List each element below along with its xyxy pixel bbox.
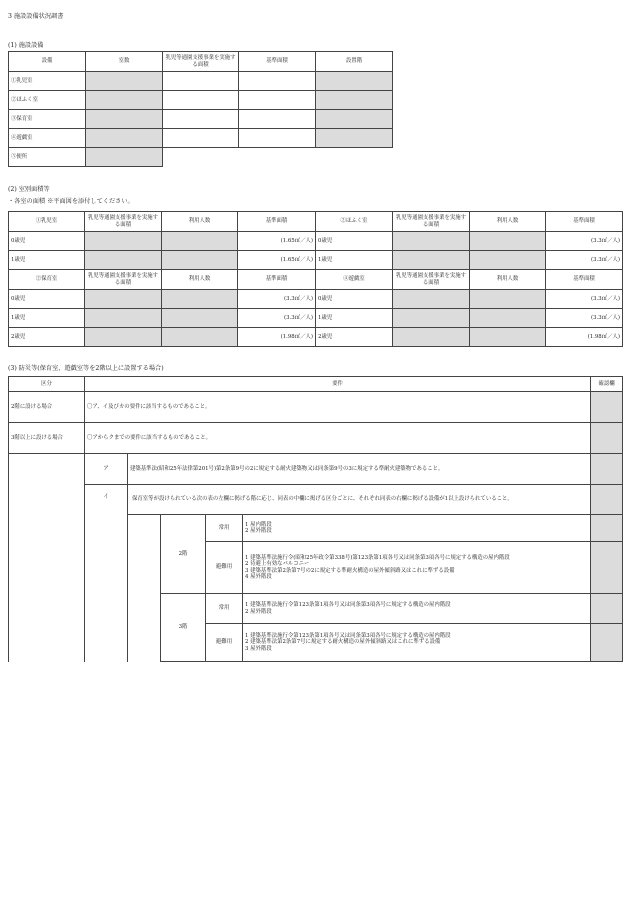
program-area-cell[interactable] [393, 290, 470, 309]
f2-evac-list [243, 542, 591, 594]
standard-area-value: (3.3㎡／人) [546, 232, 623, 251]
age-label: 2歳児 [9, 328, 85, 347]
standard-area-value: (3.3㎡／人) [238, 290, 316, 309]
floor-cell[interactable] [316, 72, 393, 91]
list-item: 2 建築基準法第2条第7号に規定する耐火構造の屋外傾斜路又はこれに準ずる設備 [245, 639, 441, 646]
item-text-i: 保育室等が設けられている次の表の左欄に掲げる階に応じ、同表の中欄に掲げる区分ごとに、それぞれ同表の右欄に掲げる設備が1以上設けられていること。 [128, 485, 591, 515]
room-block-label: ②保育室 [9, 270, 85, 290]
program-area-cell[interactable] [85, 328, 162, 347]
header-requirement: 要件 [85, 377, 591, 392]
floor-cell[interactable] [316, 91, 393, 110]
facility-row-label: ②ほふく室 [9, 91, 86, 110]
requirement-3f: 〇アからクまでの要件に該当するものであること。 [85, 423, 591, 454]
list-item: 1 建築基準法施行令第123条第1項各号又は同条第3項各号に規定する構造の屋内階段 [245, 602, 451, 609]
floor-cell[interactable] [316, 129, 393, 148]
header-program-area: 乳児等通園支援事業を実施する面積 [393, 270, 470, 290]
room-count-cell[interactable] [86, 110, 163, 129]
list-item: 1 建築基準法施行令(昭和25年政令第338号)第123条第1項各号又は同条第3項各号に規定する構造の屋内階段 [245, 554, 510, 561]
users-cell[interactable] [470, 309, 546, 328]
header-standard-area: 基準面積 [239, 52, 316, 72]
age-label: 0歳児 [316, 232, 393, 251]
check-cell[interactable] [591, 454, 623, 485]
age-label: 2歳児 [316, 328, 393, 347]
facility-row-label: ④遊戯室 [9, 129, 86, 148]
header-program-area: 乳児等通園支援事業を実施する面積 [85, 212, 162, 232]
standard-area-value: (3.3㎡／人) [546, 290, 623, 309]
standard-area-value: (1.65㎡／人) [238, 232, 316, 251]
program-area-cell[interactable] [85, 309, 162, 328]
age-label: 0歳児 [9, 232, 85, 251]
standard-area-cell[interactable] [239, 110, 316, 129]
check-cell[interactable] [591, 542, 623, 594]
category-3f: 3階以上に設ける場合 [9, 423, 85, 454]
list-item: 2 待避上有効なバルコニー [245, 561, 310, 568]
program-area-cell[interactable] [85, 290, 162, 309]
list-item: 2 屋外階段 [245, 528, 272, 534]
header-users: 利用人数 [470, 270, 546, 290]
header-program-area: 乳児等通園支援事業を実施する面積 [85, 270, 162, 290]
program-area-cell[interactable] [393, 328, 470, 347]
age-label: 1歳児 [9, 251, 85, 270]
usage-normal: 常用 [206, 594, 243, 624]
category-2f: 2階に設ける場合 [9, 392, 85, 423]
age-label: 0歳児 [9, 290, 85, 309]
users-cell[interactable] [162, 328, 238, 347]
users-cell[interactable] [470, 251, 546, 270]
users-cell[interactable] [162, 309, 238, 328]
document-title: 3 施設設備状況調書 [8, 13, 64, 20]
room-count-cell[interactable] [86, 129, 163, 148]
standard-area-value: (1.65㎡／人) [238, 251, 316, 270]
section-1-heading: (1) 施設設備 [8, 42, 44, 49]
header-program-area: 乳児等通園支援事業を実施する面積 [163, 52, 239, 72]
header-category: 区分 [9, 377, 85, 392]
item-text-a: 建築基準法(昭和25年法律第201号)第2条第9号の2に規定する耐火建築物又は同条第9号の3に規定する準耐火建築物であること。 [128, 454, 591, 485]
standard-area-value: (3.3㎡／人) [546, 251, 623, 270]
check-cell[interactable] [591, 423, 623, 454]
room-area-table [8, 211, 623, 347]
program-area-cell[interactable] [393, 251, 470, 270]
age-label: 0歳児 [316, 290, 393, 309]
header-check: 確認欄 [591, 377, 623, 392]
header-users: 利用人数 [162, 270, 238, 290]
floor-3f: 3階 [161, 594, 206, 662]
users-cell[interactable] [470, 328, 546, 347]
usage-evac: 避難用 [206, 542, 243, 594]
users-cell[interactable] [162, 232, 238, 251]
check-cell[interactable] [591, 392, 623, 423]
list-item: 3 建築基準法第2条第7号の2に規定する準耐火構造の屋外傾斜路又はこれに準ずる設備 [245, 567, 455, 574]
users-cell[interactable] [162, 251, 238, 270]
standard-area-value: (1.98㎡／人) [546, 328, 623, 347]
standard-area-cell[interactable] [239, 91, 316, 110]
program-area-cell[interactable] [85, 251, 162, 270]
section-2-heading: (2) 室別面積等 [8, 186, 50, 193]
list-item: 4 屋外階段 [245, 573, 272, 580]
room-block-label: ①乳児室 [9, 212, 85, 232]
floor-cell[interactable] [316, 110, 393, 129]
f3-evac-list [243, 624, 591, 662]
program-area-cell[interactable] [85, 232, 162, 251]
requirement-2f: 〇ア、イ及びカの要件に該当するものであること。 [85, 392, 591, 423]
age-label: 1歳児 [316, 309, 393, 328]
room-block-label: ④遊戯室 [316, 270, 393, 290]
list-item: 1 屋内階段 [245, 521, 272, 528]
header-standard-area: 基準面積 [546, 270, 623, 290]
room-count-cell[interactable] [86, 91, 163, 110]
standard-area-cell[interactable] [239, 129, 316, 148]
age-label: 1歳児 [316, 251, 393, 270]
header-standard-area: 基準面積 [238, 270, 316, 290]
disaster-prevention-table [8, 376, 623, 662]
program-area-cell[interactable] [393, 232, 470, 251]
item-label-i: イ [85, 485, 128, 662]
program-area-cell[interactable] [163, 72, 239, 91]
facility-row-label: ⑤便所 [9, 148, 86, 167]
header-equipment: 設備 [9, 52, 86, 72]
standard-area-value: (1.98㎡／人) [238, 328, 316, 347]
f3-normal-list [243, 594, 591, 624]
room-count-cell[interactable] [86, 72, 163, 91]
section-3-heading: (3) 防災等(保育室、遊戯室等を2階以上に設置する場合) [8, 365, 164, 372]
floor-2f: 2階 [161, 515, 206, 594]
room-block-label: ②ほふく室 [316, 212, 393, 232]
standard-area-value: (3.3㎡／人) [546, 309, 623, 328]
header-standard-area: 基準面積 [238, 212, 316, 232]
users-cell[interactable] [470, 290, 546, 309]
check-cell[interactable] [591, 594, 623, 624]
usage-evac: 避難用 [206, 624, 243, 662]
usage-normal: 常用 [206, 515, 243, 542]
facility-table [8, 51, 393, 167]
standard-area-value: (3.3㎡／人) [238, 309, 316, 328]
header-floor: 設置階 [316, 52, 393, 72]
program-area-cell[interactable] [163, 129, 239, 148]
header-users: 利用人数 [470, 212, 546, 232]
standard-area-cell[interactable] [239, 72, 316, 91]
list-item: 2 屋外階段 [245, 608, 272, 615]
age-label: 1歳児 [9, 309, 85, 328]
header-room-count: 室数 [86, 52, 163, 72]
header-users: 利用人数 [162, 212, 238, 232]
check-cell[interactable] [591, 624, 623, 662]
header-standard-area: 基準面積 [546, 212, 623, 232]
users-cell[interactable] [162, 290, 238, 309]
header-program-area: 乳児等通園支援事業を実施する面積 [393, 212, 470, 232]
program-area-cell[interactable] [163, 110, 239, 129]
item-label-a: ア [85, 454, 128, 485]
program-area-cell[interactable] [163, 91, 239, 110]
check-cell[interactable] [591, 485, 623, 515]
f2-normal-list [243, 515, 591, 542]
facility-row-label: ③保育室 [9, 110, 86, 129]
section-2-note: ・各室の面積 ※平面図を添付してください。 [8, 198, 134, 205]
program-area-cell[interactable] [393, 309, 470, 328]
room-count-cell[interactable] [86, 148, 163, 167]
users-cell[interactable] [470, 232, 546, 251]
list-item: 3 屋外階段 [245, 645, 272, 652]
list-item: 1 建築基準法施行令第123条第1項各号又は同条第3項各号に規定する構造の屋内階段 [245, 632, 451, 639]
check-cell[interactable] [591, 515, 623, 542]
facility-row-label: ①乳児室 [9, 72, 86, 91]
